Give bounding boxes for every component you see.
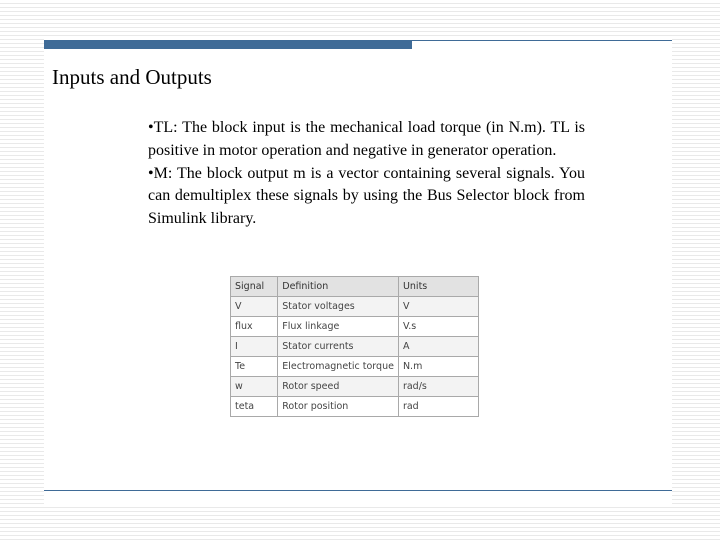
table-header-row — [231, 277, 479, 297]
cell-signal: teta — [231, 397, 278, 417]
table-row — [231, 377, 479, 397]
cell-definition: Electromagnetic torque — [278, 357, 399, 377]
cell-definition: Stator voltages — [278, 297, 399, 317]
header-signal: Signal — [231, 277, 278, 297]
header-units: Units — [398, 277, 478, 297]
cell-units: rad/s — [398, 377, 478, 397]
cell-units: A — [398, 337, 478, 357]
footer-rule — [44, 490, 672, 491]
cell-definition: Flux linkage — [278, 317, 399, 337]
table-row — [231, 357, 479, 377]
cell-definition: Stator currents — [278, 337, 399, 357]
table-row — [231, 317, 479, 337]
cell-signal: flux — [231, 317, 278, 337]
cell-definition: Rotor position — [278, 397, 399, 417]
table-row — [231, 297, 479, 317]
bullet-tl: •TL: The block input is the mechanical load torque (in N.m). TL is positive in motor operation and negative in generator operation. — [148, 119, 585, 159]
cell-units: rad — [398, 397, 478, 417]
slide-title: Inputs and Outputs — [52, 65, 212, 89]
cell-units: N.m — [398, 357, 478, 377]
cell-units: V.s — [398, 317, 478, 337]
table-row — [231, 337, 479, 357]
table-row — [231, 397, 479, 417]
cell-signal: w — [231, 377, 278, 397]
header-definition: Definition — [278, 277, 399, 297]
cell-signal: V — [231, 297, 278, 317]
slide-body — [148, 117, 585, 231]
bullet-m: •M: The block output m is a vector containing several signals. You can demultiplex these signals by using the Bus Selector block from Simulink library. — [148, 164, 585, 228]
cell-signal: Te — [231, 357, 278, 377]
cell-definition: Rotor speed — [278, 377, 399, 397]
title-accent-line — [412, 40, 672, 41]
cell-units: V — [398, 297, 478, 317]
cell-signal: I — [231, 337, 278, 357]
title-accent-bar — [44, 40, 412, 49]
signals-table — [230, 276, 479, 417]
